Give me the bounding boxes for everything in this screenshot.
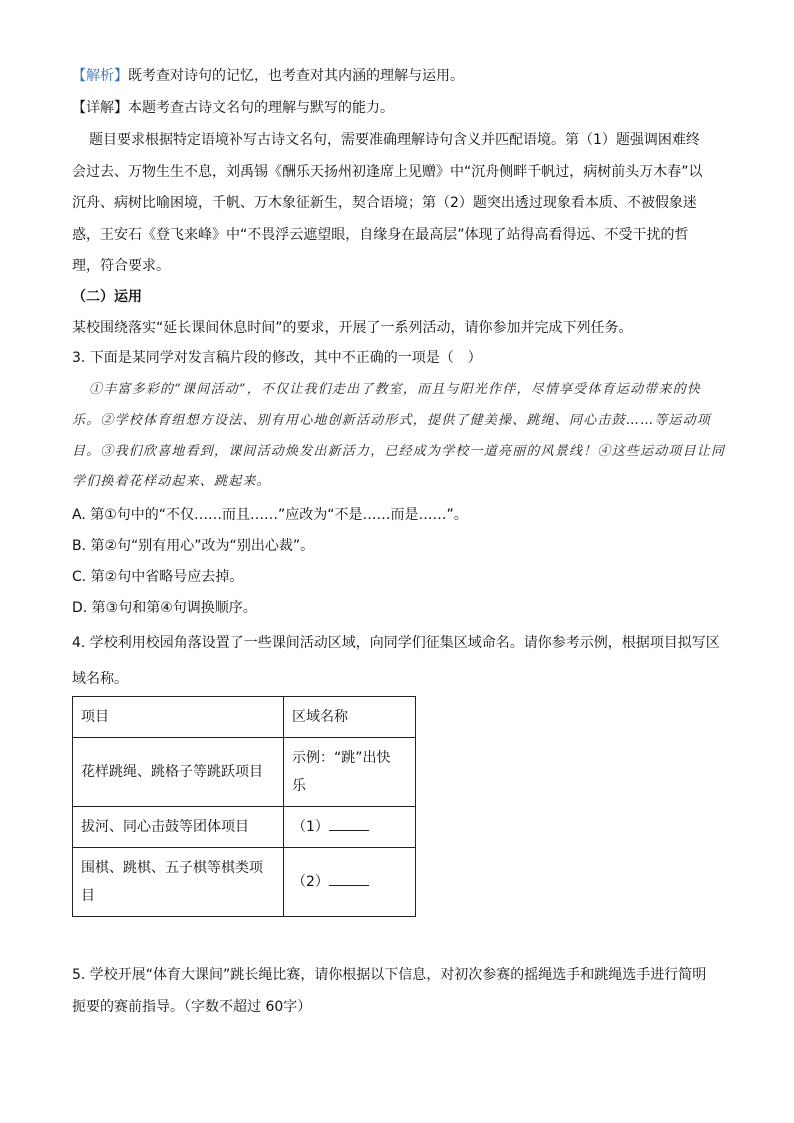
answer-number: （2） xyxy=(292,874,329,890)
paragraph-line: 题目要求根据特定语境补写古诗文名句，需要准确理解诗句含义并匹配语境。第（1）题强调困难终 xyxy=(89,132,700,148)
answer-blank-1[interactable] xyxy=(329,816,369,831)
q3-option-a: A. 第①句中的“不仅……而且……”应改为“不是……而是……”。 xyxy=(72,507,468,523)
table-header-row xyxy=(73,697,416,738)
example-text: 示例：“跳”出快 xyxy=(292,750,391,766)
q4-stem-line: 4. 学校利用校园角落设置了一些课间活动区域，向同学们征集区域命名。请你参考示例，根据项目拟写区 xyxy=(72,635,720,651)
analysis-text: 既考查对诗句的记忆，也考查对其内涵的理解与运用。 xyxy=(128,68,464,84)
q3-passage-line: 目。③我们欣喜地看到，课间活动焕发出新活力，已经成为学校一道亮丽的风景线！④这些运动项目让同 xyxy=(72,444,726,459)
detail-line xyxy=(72,98,394,118)
paragraph-line: 惑，王安石《登飞来峰》中“不畏浮云遮望眼，自缘身在最高层”体现了站得高看得远、不受干扰的哲 xyxy=(72,227,689,243)
detail-tag: 【详解】 xyxy=(72,100,128,116)
q3-passage-line: 乐。②学校体育组想方设法、别有用心地创新活动形式，提供了健美操、跳绳、同心击鼓……等运动项 xyxy=(72,413,712,428)
q5-stem-line: 扼要的赛前指导。（字数不超过 60字） xyxy=(72,999,312,1015)
project-text: 目 xyxy=(81,888,95,904)
q5-stem-line: 5. 学校开展“体育大课间”跳长绳比赛，请你根据以下信息，对初次参赛的摇绳选手和跳绳选手进行简明 xyxy=(72,967,707,983)
q3-passage-line: 学们换着花样动起来、跳起来。 xyxy=(72,474,271,489)
q3-option-b: B. 第②句“别有用心”改为“别出心裁”。 xyxy=(72,538,315,554)
area-name-cell xyxy=(284,738,416,807)
paragraph-line: 理，符合要求。 xyxy=(72,258,170,274)
detail-text: 本题考查古诗文名句的理解与默写的能力。 xyxy=(128,100,394,116)
paragraph-line: 会过去、万物生生不息，刘禹锡《酬乐天扬州初逢席上见赠》中“沉舟侧畔千帆过，病树前头万木春”以 xyxy=(72,164,703,180)
q3-option-d: D. 第③句和第④句调换顺序。 xyxy=(72,600,257,616)
analysis-tag: 【解析】 xyxy=(72,68,128,84)
project-cell xyxy=(73,848,284,917)
q4-stem-line: 域名称。 xyxy=(72,671,128,687)
header-project: 项目 xyxy=(73,697,284,738)
section-title: （二）运用 xyxy=(72,289,142,305)
project-cell xyxy=(73,738,284,807)
answer-blank-2[interactable] xyxy=(329,871,369,886)
project-text: 花样跳绳、跳格子等跳跃项目 xyxy=(81,764,263,780)
area-naming-table xyxy=(72,696,416,917)
q3-passage-line: ①丰富多彩的“课间活动”，不仅让我们走出了教室，而且与阳光作伴，尽情享受体育运动带来的快 xyxy=(89,382,702,397)
table-row xyxy=(73,738,416,807)
example-text: 乐 xyxy=(292,778,306,794)
area-name-cell xyxy=(284,807,416,848)
area-name-cell xyxy=(284,848,416,917)
intro-text: 某校围绕落实“延长课间休息时间”的要求，开展了一系列活动，请你参加并完成下列任务。 xyxy=(72,320,633,336)
q3-stem: 3. 下面是某同学对发言稿片段的修改，其中不正确的一项是（ ） xyxy=(72,350,482,366)
q3-option-c: C. 第②句中省略号应去掉。 xyxy=(72,569,244,585)
paragraph-line: 沉舟、病树比喻困境，千帆、万木象征新生，契合语境；第（2）题突出透过现象看本质、不被假象迷 xyxy=(72,195,697,211)
project-text: 围棋、跳棋、五子棋等棋类项 xyxy=(81,860,263,876)
answer-number: （1） xyxy=(292,819,329,835)
analysis-line xyxy=(72,66,464,86)
table-row xyxy=(73,848,416,917)
header-area-name: 区域名称 xyxy=(284,697,416,738)
project-cell xyxy=(73,807,284,848)
table-row xyxy=(73,807,416,848)
project-text: 拔河、同心击鼓等团体项目 xyxy=(81,819,249,835)
